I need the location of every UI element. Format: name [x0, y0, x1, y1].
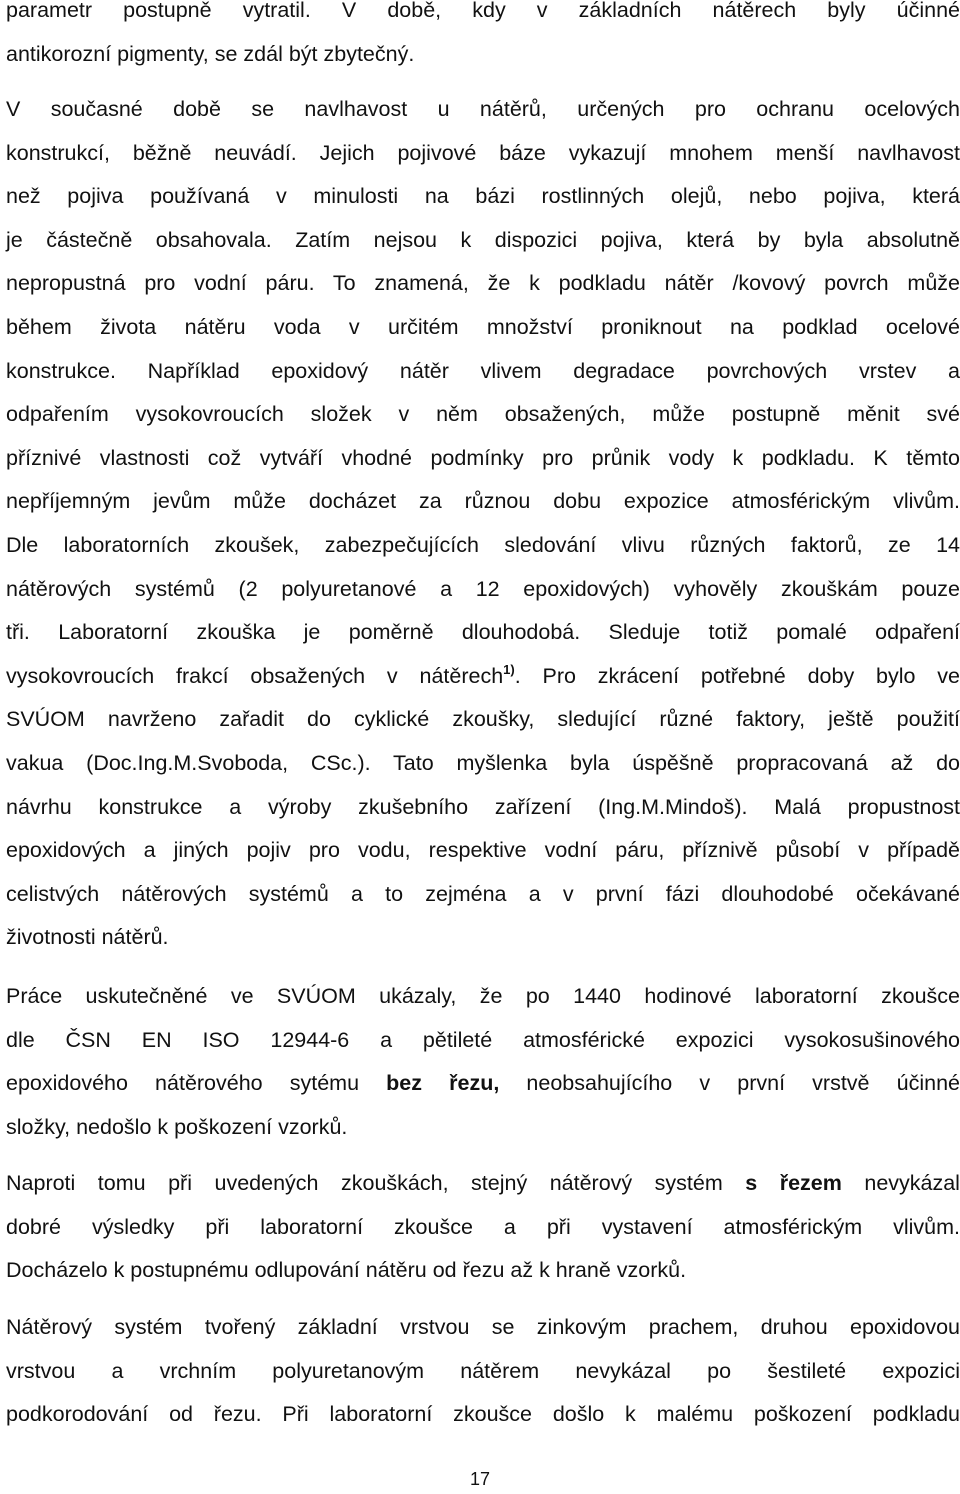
paragraph-4: [6, 1162, 960, 1293]
text-line: během života nátěru voda v určitém množství proniknout na podklad ocelové: [6, 314, 960, 339]
text-line: Docházelo k postupnému odlupování nátěru od řezu až k hraně vzorků.: [6, 1258, 687, 1283]
text-line: vysokovroucích frakcí obsažených v nátěrech$^{1)}$. Pro zkrácení potřebné doby bylo ve: [6, 661, 960, 688]
text-line: vakua (Doc.Ing.M.Svoboda, CSc.). Tato myšlenka byla úspěšně propracovaná až do: [6, 750, 960, 775]
paragraph-3: [6, 975, 960, 1149]
text-line: dobré výsledky při laboratorní zkoušce a při vystavení atmosférickým vlivům.: [6, 1214, 960, 1239]
text-line: příznivé vlastnosti což vytváří vhodné podmínky pro průnik vody k podkladu. K těmto: [6, 445, 960, 470]
text-line: dle ČSN EN ISO 12944-6 a pětileté atmosférické expozici vysokosušinového: [6, 1027, 960, 1052]
text-line: epoxidového nátěrového sytému bez řezu, neobsahujícího v první vrstvě účinné: [6, 1071, 960, 1096]
text-line: je částečně obsahovala. Zatím nejsou k dispozici pojiva, která by byla absolutně: [6, 227, 960, 252]
text-line: nepříjemným jevům může docházet za různou dobu expozice atmosférickým vlivům.: [6, 489, 960, 514]
paragraph-5: [6, 1306, 960, 1437]
text-line: Dle laboratorních zkoušek, zabezpečujících sledování vlivu různých faktorů, ze 14: [6, 532, 960, 557]
text-line: životnosti nátěrů.: [6, 925, 169, 950]
text-line: konstrukce. Například epoxidový nátěr vlivem degradace povrchových vrstev a: [6, 358, 960, 383]
page-number: 17: [469, 1469, 491, 1489]
text-line: odpařením vysokovroucích složek v něm obsažených, může postupně měnit své: [6, 402, 960, 427]
text-line: složky, nedošlo k poškození vzorků.: [6, 1114, 348, 1139]
emphasis-bold: bez řezu,: [386, 1071, 500, 1096]
text-line: nepropustná pro vodní páru. To znamená, že k podkladu nátěr /kovový povrch může: [6, 271, 960, 296]
text-line: tři. Laboratorní zkouška je poměrně dlouhodobá. Sleduje totiž pomalé odpaření: [6, 620, 960, 645]
text-line: nátěrových systémů (2 polyuretanové a 12 epoxidových) vyhověly zkouškám pouze: [6, 576, 960, 601]
text-line: Naproti tomu při uvedených zkouškách, stejný nátěrový systém s řezem nevykázal: [6, 1171, 960, 1195]
text-line: parametr postupně vytratil. V době, kdy v základních nátěrech byly účinné: [6, 0, 960, 22]
footnote-reference: 1): [503, 661, 515, 677]
text-line: antikorozní pigmenty, se zdál být zbytečný.: [6, 41, 415, 66]
text-line: než pojiva používaná v minulosti na bázi rostlinných olejů, nebo pojiva, která: [6, 184, 960, 209]
text-line: Nátěrový systém tvořený základní vrstvou se zinkovým prachem, druhou epoxidovou: [6, 1315, 960, 1339]
text-line: epoxidových a jiných pojiv pro vodu, respektive vodní páru, příznivě působí v případě: [6, 838, 960, 863]
emphasis-bold: s řezem: [745, 1171, 842, 1195]
text-line: V současné době se navlhavost u nátěrů, určených pro ochranu ocelových: [6, 97, 960, 121]
paragraph-1: [6, 0, 960, 76]
text-line: konstrukcí, běžně neuvádí. Jejich pojivové báze vykazují mnohem menší navlhavost: [6, 140, 960, 165]
text-line: Práce uskutečněné ve SVÚOM ukázaly, že po 1440 hodinové laboratorní zkoušce: [6, 984, 960, 1008]
text-line: SVÚOM navrženo zařadit do cyklické zkoušky, sledující různé faktory, ještě použití: [6, 707, 960, 732]
text-line: celistvých nátěrových systémů a to zejména a v první fázi dlouhodobé očekávané: [6, 881, 960, 906]
text-line: podkorodování od řezu. Při laboratorní zkoušce došlo k malému poškození podkladu: [6, 1402, 960, 1427]
text-line: návrhu konstrukce a výroby zkušebního zařízení (Ing.M.Mindoš). Malá propustnost: [6, 794, 960, 819]
paragraph-2: [6, 88, 960, 960]
text-line: vrstvou a vrchním polyuretanovým nátěrem nevykázal po šestileté expozici: [6, 1358, 960, 1383]
